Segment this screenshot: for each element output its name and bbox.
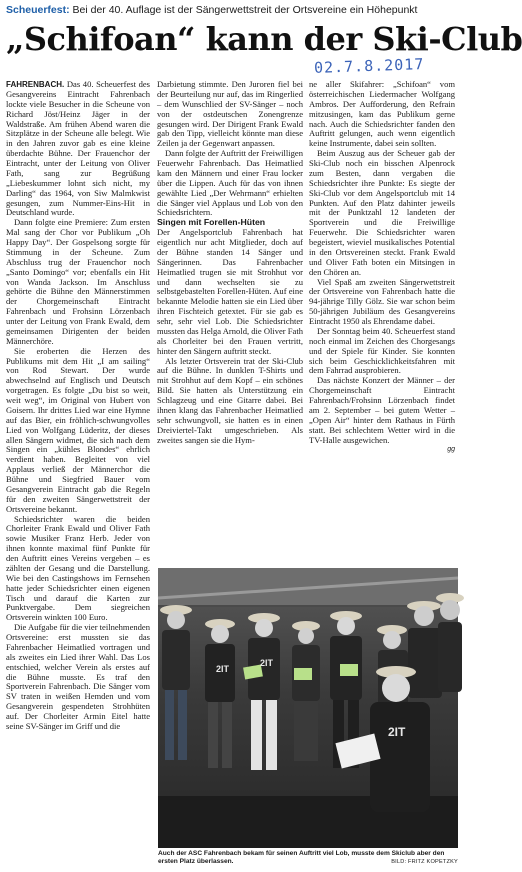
headline: „Schifoan“ kann der Ski-Club	[6, 20, 522, 58]
paragraph: Als letzter Ortsverein trat der Ski-Club auf die Bühne. In dunklen T-Shirts und mit Strohhut auf dem Kopf – ein schönes Bild. Sie hatten als Unterstützung ein Schlagzeug und eine Gitarre dabei. Bei ihnen klang das Fahrenbacher Heimatlied sehr schwungvoll, sie hatten es in einen Dreiviertel-Takt umgeschrieben. Als zweites sangen sie die Hym-	[157, 355, 303, 445]
paragraph: ne aller Skifahrer: „Schifoan“ vom österreichischen Liedermacher Wolfgang Ambros. Der Aufforderung, den Refrain mitzusingen, kam das Publikum gerne nach. Auch die Schiedsrichter fanden den Auftritt gelungen, auch wenn eigentlich keine Instrumente, dabei sein sollten.	[309, 79, 455, 149]
paragraph: Der Sonntag beim 40. Scheuerfest stand noch einmal im Zeichen des Chorgesangs und der Spiele für Kinder. Sie konnten sich beim Geschicklichkeitsfahren mit dem Fahrrad ausprobieren.	[309, 325, 455, 376]
paragraph: Das nächste Konzert der Männer – der Chorgemeinschaft Eintracht Fahrenbach/Frohsinn Lörzenbach findet am 2. September – bei gutem Wetter – „Open Air“ hinter dem Rathaus in Fürth statt. Bei schlechtem Wetter wird in die TV-Halle ausgewichen.	[309, 375, 455, 445]
shirt-print: 2IT	[216, 664, 230, 674]
paragraph: Der Angelsportclub Fahrenbach hat eigentlich nur acht Mitglieder, doch auf der Bühne standen 14 Sänger und Sängerinnen. Das Fahrenbacher Heimatlied trugen sie mit Strohhut vor und dann wechselten sie zu selbstgebastelten Forellen-Hüten. Auf eine bekannte Melodie hatten sie ein Lied über ihren Fischteich getextet. Für sie gab es sehr, sehr viel Lob. Die Schiedsrichter mussten das Helga Arnold, die Oliver Fath als Chorleiter bei den Frauen vertritt, hinter den Sängern auftritt steckt.	[157, 227, 303, 356]
choir-photo	[158, 568, 458, 848]
paragraph: Dann folgte eine Premiere: Zum ersten Mal sang der Chor vor Publikum „Oh Happy Day“. Der Gospelsong sorgte für Stimmung in der Scheune. Zum Abschluss trug der Frauenchor noch „Santo Domingo“ vor; ebenfalls ein Hit von Wanda Jackson. Im Anschluss gehörte die Bühne den Männerstimmen der Chorgemeinschaft Eintracht Fahrenbach und Frohsinn Lörzenbach unter der Leitung von Frank Ewald, dem gemeinsamen Dirigenten der beiden Männerchöre.	[6, 217, 150, 346]
caption-text: Auch der ASC Fahrenbach bekam für seinen Auftritt viel Lob, musste dem Skiclub aber den ersten Platz überlassen.	[158, 850, 445, 865]
paragraph: Beim Auszug aus der Scheuer gab der Ski-Club noch ein bisschen Alpenrock zum Besten, dann vergaben die Schiedsrichter ihre Punkte: Es siegte der Ski-Club vor dem Angelsportclub mit 14 Punkten. Auf den Platz dahinter jeweils mit der Punktzahl 12 landeten der Sportverein und die Freiwillige Feuerwehr. Die Schiedsrichter waren begeistert, wieviel musikalisches Potential in den Ortsvereinen steckt. Frank Ewald und Oliver Fath boten ein Mitsingen in den Chören an.	[309, 148, 455, 277]
column-2	[157, 80, 303, 566]
handwritten-date: 02.7.8.2017	[313, 55, 425, 77]
photo-caption	[158, 850, 458, 866]
paragraph: Sie eroberten die Herzen des Publikums mit dem Hit „I am sailing“ von Rod Stewart. Der wurde abwechselnd auf Englisch und Deutsch vorgetragen. Es folgte „Du bist so weit, weit weg“, im Original von Hubert von Goisern. Ihr drittes Lied war eine Hymne auf das Bier, ein fröhlich-schwungvolles Lied von Wolfgang Lüderitz, der dieses allen Sängern widmet, die sich nach dem Singen ein „kühles Blondes“ ehrlich verdient haben. Begleitet von viel Applaus verließ der Männerchor die Bühne und Siegfried Bauer vom Gesangverein Eintracht gab die Regeln für den zweiten Sängerwettstreit der Ortsvereine bekannt.	[6, 345, 150, 514]
kicker-text: Bei der 40. Auflage ist der Sängerwettstreit der Ortsvereine ein Höhepunkt	[72, 4, 418, 16]
paragraph	[6, 80, 150, 218]
author-signature: gg	[447, 446, 455, 454]
dateline: FAHRENBACH.	[6, 80, 65, 89]
column-1	[6, 80, 150, 866]
choir-photo-illustration	[158, 568, 458, 848]
paragraph: Dann folgte der Auftritt der Freiwilligen Feuerwehr Fahrenbach. Das Heimatlied kam den Männern und einer Frau locker über die Lippen. Auch für das von ihnen gewählte Lied „Der Wehrmann“ erhielten die Sänger viel Applaus und Lob von den Schiedsrichtern.	[157, 148, 303, 218]
column-3	[309, 80, 455, 566]
subheading: Singen mit Forellen-Hüten	[157, 217, 266, 228]
paragraph: Viel Spaß am zweiten Sängerwettstreit der Ortsvereine von Fahrenbach hatte die 94-jährige Tilly Gölz. Sie war schon beim 50-jährigen Jubiläum des Gesangvereins Eintracht 1950 als Ehrendame dabei.	[309, 276, 455, 326]
paragraph-text: Das 40. Scheuerfest des Gesangvereins Eintracht Fahrenbach lockte viele Besucher in die Scheune von Richard Jöst/Heinz Jäger in der Waldstraße. Am frühen Abend waren die Sitzplätze in der Scheune alle belegt. Wie in den Jahren zuvor gab es eine kleine überdachte Bühne. Der Frauenchor der Eintracht, unter der Leitung von Oliver Fath, sang zur Begrüßung „Liebeskummer lohnt sich nicht, my Darling“ das 1964, von Siw Malmkwist gesungen, zum Nummer-Eins-Hit in Deutschland wurde.	[6, 79, 150, 218]
photo-credit: BILD: FRITZ KOPETZKY	[391, 859, 458, 865]
kicker-label: Scheuerfest:	[6, 4, 70, 16]
paragraph: Schiedsrichter waren die beiden Chorleiter Frank Ewald und Oliver Fath sowie Musiker Franz Herb. Jeder von ihnen konnte maximal fünf Punkte für den Auftritt eines Vereins vergeben – es zählten der Gesang und die Darstellung. Wie bei den Castingshows im Fernsehen hatte jeder Schiedsrichter einen eigenen Tisch und darauf die Karten zur Punktvergabe. Dem siegreichen Ortsverein winkten 100 Euro.	[6, 513, 150, 623]
paragraph: Die Aufgabe für die vier teilnehmenden Ortsvereine: erst mussten sie das Fahrenbacher Heimatlied vortragen und als zweites ein Lied ihrer Wahl. Das Los entschied, welcher Verein als erstes auf die Bühne musste. Es traf den Sportverein Fahrenbach. Die Sänger vom SV traten in weißen Hemden und vom Gesangverein gespendeten Strohhüten auf. Der Chorleiter Armin Eitel hatte seine SV-Sänger im Griff und die	[6, 622, 150, 731]
shirt-print: 2IT	[388, 725, 406, 739]
kicker	[6, 4, 462, 16]
paragraph: Darbietung stimmte. Den Juroren fiel bei der Beurteilung nur auf, das im Ringerlied – dem Wunschlied der SV-Sänger – noch von der ostdeutschen Zonengrenze gesungen wird. Der Dirigent Frank Ewald gab den Tipp, vielleicht könnte man diese Zeilen ja der Gegenwart anpassen.	[157, 79, 303, 149]
shirt-print: 2IT	[260, 658, 274, 668]
